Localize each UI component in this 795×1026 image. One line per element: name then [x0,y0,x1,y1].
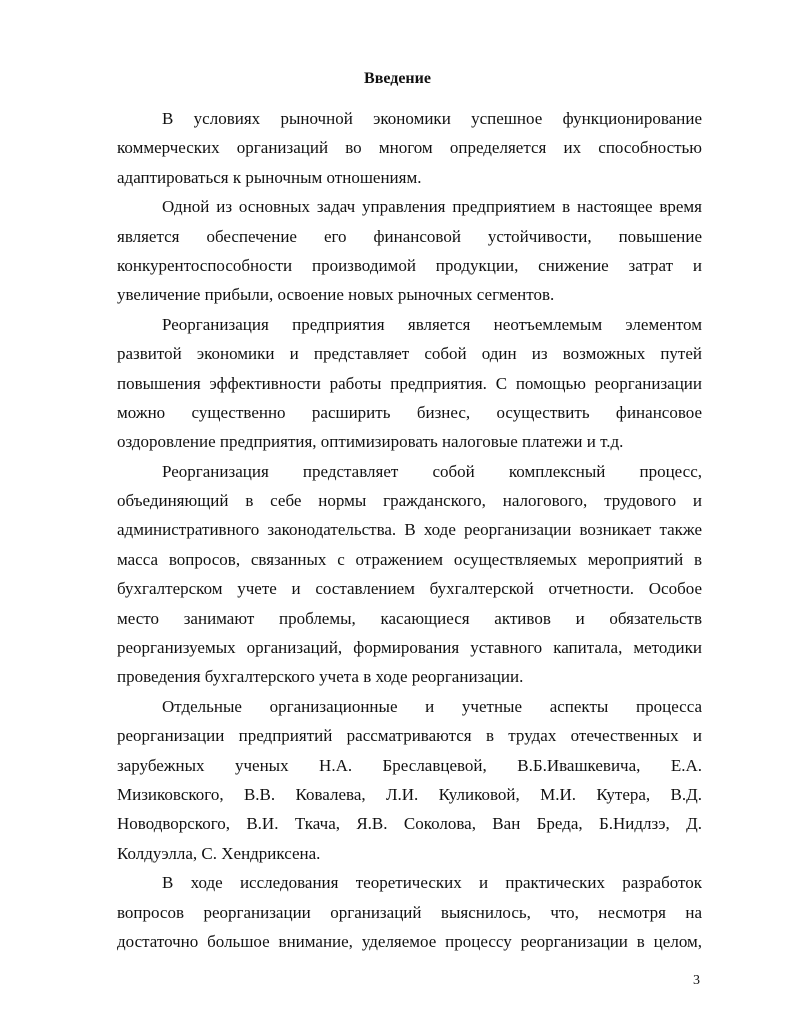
text-line: является обеспечение его финансовой устойчивости, повышение [117,226,702,246]
text-line: достаточно большое внимание, уделяемое процессу реорганизации в целом, [117,931,702,951]
text-line: Одной из основных задач управления предприятием в настоящее время [162,197,702,217]
text-line: бухгалтерском учете и составлением бухгалтерской отчетности. Особое [117,579,702,599]
text-line: В условиях рыночной экономики успешное функционирование [162,109,702,128]
text-line: вопросов реорганизации организаций выяснилось, что, несмотря на [117,902,702,922]
text-line: увеличение прибыли, освоение новых рыночных сегментов. [117,285,555,305]
text-line: оздоровление предприятия, оптимизировать налоговые платежи и т.д. [117,432,624,452]
text-line: Реорганизация предприятия является неотъемлемым элементом [162,314,702,334]
text-line: реорганизации предприятий рассматриваются в трудах отечественных и [117,726,702,746]
text-line: Реорганизация представляет собой комплексный процесс, [162,461,702,481]
text-line: реорганизуемых организаций, формирования уставного капитала, методики [117,638,702,658]
text-line: Колдуэлла, С. Хендриксена. [117,843,321,863]
text-line: объединяющий в себе нормы гражданского, налогового, трудового и [117,491,702,511]
page-number: 3 [693,973,700,988]
text-line: можно существенно расширить бизнес, осуществить финансовое [117,402,702,422]
text-line: адаптироваться к рыночным отношениям. [117,167,422,187]
text-line: Новодворского, В.И. Ткача, Я.В. Соколова, Ван Бреда, Б.Нидлзэ, Д. [117,814,702,834]
text-line: конкурентоспособности производимой продукции, снижение затрат и [117,255,702,275]
section-title: Введение [364,70,431,87]
text-line: Мизиковского, В.В. Ковалева, Л.И. Куликовой, М.И. Кутера, В.Д. [117,784,702,804]
text-line: зарубежных ученых Н.А. Бреславцевой, В.Б.Ивашкевича, Е.А. [117,755,702,775]
text-line: коммерческих организаций во многом определяется их способностью [117,138,702,158]
text-line: Отдельные организационные и учетные аспекты процесса [162,696,702,716]
text-line: административного законодательства. В ходе реорганизации возникает также [117,520,702,540]
text-line: масса вопросов, связанных с отражением осуществляемых мероприятий в [117,549,702,569]
text-line: место занимают проблемы, касающиеся активов и обязательств [117,608,702,628]
text-line: проведения бухгалтерского учета в ходе реорганизации. [117,667,524,687]
text-line: В ходе исследования теоретических и практических разработок [162,873,702,893]
text-line: повышения эффективности работы предприятия. С помощью реорганизации [117,373,702,393]
text-line: развитой экономики и представляет собой один из возможных путей [117,344,702,364]
body-text [117,104,702,956]
